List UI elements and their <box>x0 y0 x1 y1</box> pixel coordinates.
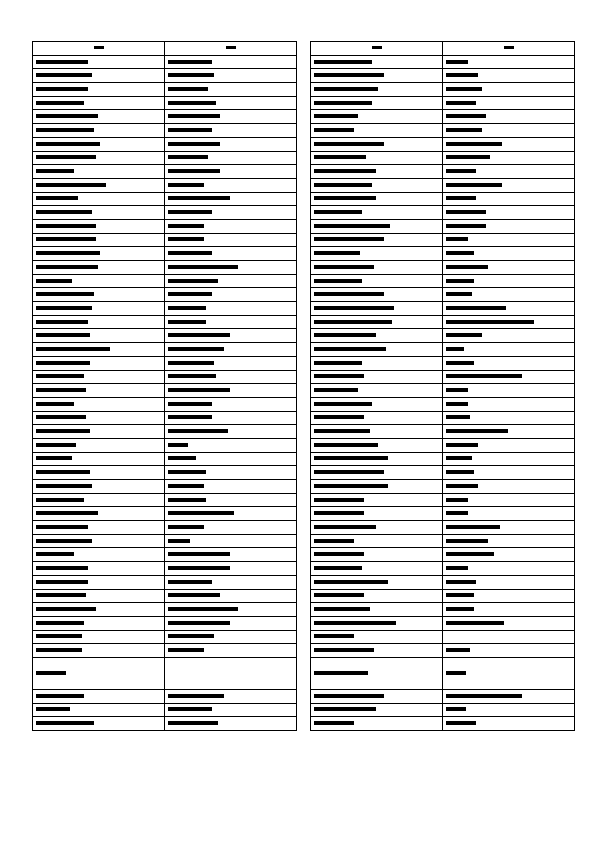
row-label-cell <box>33 343 165 357</box>
row-label-cell <box>33 507 165 521</box>
row-value-cell <box>165 603 297 617</box>
row-label-cell <box>33 69 165 83</box>
row-label-cell <box>33 480 165 494</box>
table-row <box>33 302 297 316</box>
table-row <box>311 411 575 425</box>
data-table-right <box>310 41 575 731</box>
row-value-cell <box>165 219 297 233</box>
row-value-cell <box>443 717 575 731</box>
row-label-cell <box>33 630 165 644</box>
row-value-cell <box>165 165 297 179</box>
row-label-cell <box>33 192 165 206</box>
row-label-cell <box>311 630 443 644</box>
row-value-cell <box>443 151 575 165</box>
table-row <box>33 644 297 658</box>
row-label-cell <box>33 83 165 97</box>
table-row <box>311 274 575 288</box>
table-row <box>311 96 575 110</box>
row-label-cell <box>311 247 443 261</box>
row-label-cell <box>33 124 165 138</box>
row-label-cell <box>33 247 165 261</box>
table-row <box>311 425 575 439</box>
row-label-cell <box>33 178 165 192</box>
header-cell <box>443 42 575 56</box>
row-value-cell <box>443 274 575 288</box>
table-row <box>33 703 297 717</box>
row-label-cell <box>33 151 165 165</box>
table-row <box>33 55 297 69</box>
row-value-cell <box>165 657 297 689</box>
row-label-cell <box>311 466 443 480</box>
row-label-cell <box>33 452 165 466</box>
row-label-cell <box>311 261 443 275</box>
row-value-cell <box>165 124 297 138</box>
row-label-cell <box>33 96 165 110</box>
row-value-cell <box>165 644 297 658</box>
row-label-cell <box>33 616 165 630</box>
row-value-cell <box>443 178 575 192</box>
header-cell <box>311 42 443 56</box>
row-label-cell <box>311 165 443 179</box>
row-label-cell <box>33 575 165 589</box>
row-value-cell <box>443 493 575 507</box>
row-value-cell <box>443 689 575 703</box>
table-row <box>33 507 297 521</box>
table-row <box>311 370 575 384</box>
row-value-cell <box>165 493 297 507</box>
row-label-cell <box>311 137 443 151</box>
row-label-cell <box>311 589 443 603</box>
row-label-cell <box>33 356 165 370</box>
row-value-cell <box>165 55 297 69</box>
table-row <box>33 96 297 110</box>
table-row <box>311 233 575 247</box>
row-label-cell <box>311 55 443 69</box>
row-value-cell <box>443 480 575 494</box>
table-row <box>311 151 575 165</box>
data-table-left <box>32 41 297 731</box>
row-label-cell <box>33 703 165 717</box>
row-value-cell <box>165 411 297 425</box>
row-value-cell <box>165 261 297 275</box>
row-label-cell <box>33 165 165 179</box>
row-label-cell <box>311 493 443 507</box>
table-row <box>33 562 297 576</box>
table-row <box>311 644 575 658</box>
row-label-cell <box>311 356 443 370</box>
table-row <box>33 192 297 206</box>
row-value-cell <box>443 302 575 316</box>
row-value-cell <box>165 438 297 452</box>
row-value-cell <box>165 616 297 630</box>
row-value-cell <box>443 192 575 206</box>
row-value-cell <box>443 206 575 220</box>
row-label-cell <box>311 69 443 83</box>
row-value-cell <box>443 370 575 384</box>
table-row <box>33 315 297 329</box>
table-row <box>311 616 575 630</box>
table-row <box>311 657 575 689</box>
row-value-cell <box>443 233 575 247</box>
row-label-cell <box>311 110 443 124</box>
table-row <box>311 288 575 302</box>
table-row <box>33 689 297 703</box>
row-label-cell <box>33 315 165 329</box>
row-label-cell <box>33 288 165 302</box>
table-row <box>311 124 575 138</box>
row-label-cell <box>33 206 165 220</box>
row-value-cell <box>165 110 297 124</box>
table-row <box>311 329 575 343</box>
row-value-cell <box>165 206 297 220</box>
table-row <box>33 630 297 644</box>
table-row <box>311 521 575 535</box>
table-row <box>33 548 297 562</box>
table-row <box>33 438 297 452</box>
row-label-cell <box>311 302 443 316</box>
table-row <box>311 302 575 316</box>
table-row <box>311 717 575 731</box>
table-row <box>33 356 297 370</box>
row-label-cell <box>311 521 443 535</box>
row-label-cell <box>33 233 165 247</box>
table-header-row <box>33 42 297 56</box>
row-value-cell <box>443 703 575 717</box>
row-label-cell <box>33 55 165 69</box>
header-cell <box>165 42 297 56</box>
row-value-cell <box>165 507 297 521</box>
table-row <box>311 493 575 507</box>
table-row <box>311 55 575 69</box>
table-row <box>33 480 297 494</box>
row-value-cell <box>443 603 575 617</box>
row-label-cell <box>311 534 443 548</box>
row-label-cell <box>311 616 443 630</box>
table-row <box>33 261 297 275</box>
row-label-cell <box>33 644 165 658</box>
row-label-cell <box>33 534 165 548</box>
table-row <box>311 689 575 703</box>
table-row <box>33 616 297 630</box>
table-row <box>311 562 575 576</box>
row-value-cell <box>443 343 575 357</box>
row-value-cell <box>443 384 575 398</box>
row-value-cell <box>165 343 297 357</box>
table-row <box>33 521 297 535</box>
row-label-cell <box>311 178 443 192</box>
row-value-cell <box>443 83 575 97</box>
row-value-cell <box>443 630 575 644</box>
table-row <box>33 124 297 138</box>
table-row <box>33 288 297 302</box>
row-label-cell <box>33 274 165 288</box>
table-row <box>33 575 297 589</box>
row-label-cell <box>311 206 443 220</box>
row-label-cell <box>311 219 443 233</box>
row-label-cell <box>33 548 165 562</box>
table-header-row <box>311 42 575 56</box>
row-label-cell <box>311 233 443 247</box>
row-value-cell <box>443 261 575 275</box>
table-row <box>33 69 297 83</box>
row-value-cell <box>165 425 297 439</box>
table-row <box>311 247 575 261</box>
row-label-cell <box>311 83 443 97</box>
table-row <box>311 219 575 233</box>
row-label-cell <box>33 589 165 603</box>
table-row <box>33 274 297 288</box>
table-row <box>33 110 297 124</box>
row-label-cell <box>33 521 165 535</box>
table-row <box>33 370 297 384</box>
table-row <box>33 165 297 179</box>
row-value-cell <box>443 165 575 179</box>
row-value-cell <box>165 192 297 206</box>
row-label-cell <box>33 466 165 480</box>
row-value-cell <box>165 630 297 644</box>
table-row <box>311 83 575 97</box>
row-value-cell <box>165 562 297 576</box>
row-label-cell <box>33 137 165 151</box>
table-row <box>311 507 575 521</box>
row-label-cell <box>311 452 443 466</box>
row-value-cell <box>443 397 575 411</box>
table-row <box>33 233 297 247</box>
table-row <box>311 480 575 494</box>
table-row <box>33 83 297 97</box>
table-row <box>311 575 575 589</box>
row-value-cell <box>165 466 297 480</box>
row-value-cell <box>165 247 297 261</box>
row-value-cell <box>165 151 297 165</box>
row-value-cell <box>165 288 297 302</box>
row-value-cell <box>443 124 575 138</box>
row-label-cell <box>33 657 165 689</box>
table-row <box>311 452 575 466</box>
row-value-cell <box>165 370 297 384</box>
row-label-cell <box>311 548 443 562</box>
table-row <box>311 589 575 603</box>
table-row <box>311 397 575 411</box>
table-row <box>311 534 575 548</box>
row-value-cell <box>443 329 575 343</box>
row-value-cell <box>443 548 575 562</box>
row-value-cell <box>443 356 575 370</box>
row-value-cell <box>165 356 297 370</box>
row-label-cell <box>311 438 443 452</box>
row-value-cell <box>443 288 575 302</box>
row-label-cell <box>311 562 443 576</box>
row-value-cell <box>443 644 575 658</box>
row-label-cell <box>311 329 443 343</box>
row-value-cell <box>165 384 297 398</box>
row-label-cell <box>311 411 443 425</box>
row-value-cell <box>443 137 575 151</box>
table-row <box>33 589 297 603</box>
table-row <box>311 192 575 206</box>
header-cell <box>33 42 165 56</box>
table-row <box>33 397 297 411</box>
row-value-cell <box>165 137 297 151</box>
row-label-cell <box>33 493 165 507</box>
row-label-cell <box>311 703 443 717</box>
table-row <box>311 438 575 452</box>
table-row <box>33 219 297 233</box>
row-value-cell <box>443 589 575 603</box>
row-value-cell <box>165 233 297 247</box>
row-value-cell <box>165 397 297 411</box>
row-value-cell <box>443 562 575 576</box>
table-row <box>311 703 575 717</box>
table-row <box>311 356 575 370</box>
row-label-cell <box>33 261 165 275</box>
row-value-cell <box>165 703 297 717</box>
table-row <box>311 137 575 151</box>
row-value-cell <box>443 110 575 124</box>
row-label-cell <box>311 480 443 494</box>
table-row <box>33 247 297 261</box>
row-value-cell <box>165 689 297 703</box>
row-value-cell <box>165 83 297 97</box>
row-value-cell <box>443 425 575 439</box>
row-value-cell <box>165 548 297 562</box>
row-label-cell <box>311 96 443 110</box>
table-row <box>33 452 297 466</box>
row-label-cell <box>33 110 165 124</box>
row-label-cell <box>311 124 443 138</box>
row-label-cell <box>311 507 443 521</box>
row-label-cell <box>33 219 165 233</box>
row-value-cell <box>443 452 575 466</box>
table-row <box>33 178 297 192</box>
row-value-cell <box>165 480 297 494</box>
row-value-cell <box>443 315 575 329</box>
row-label-cell <box>311 315 443 329</box>
row-label-cell <box>311 425 443 439</box>
row-label-cell <box>311 644 443 658</box>
row-value-cell <box>443 411 575 425</box>
table-row <box>33 151 297 165</box>
row-label-cell <box>311 151 443 165</box>
table-row <box>311 630 575 644</box>
row-label-cell <box>33 438 165 452</box>
row-value-cell <box>443 521 575 535</box>
row-label-cell <box>33 562 165 576</box>
table-row <box>33 137 297 151</box>
row-value-cell <box>443 219 575 233</box>
table-row <box>311 343 575 357</box>
row-label-cell <box>311 370 443 384</box>
table-row <box>33 603 297 617</box>
table-row <box>311 165 575 179</box>
table-row <box>33 206 297 220</box>
table-row <box>33 329 297 343</box>
table-row <box>33 534 297 548</box>
row-label-cell <box>33 425 165 439</box>
row-label-cell <box>33 370 165 384</box>
table-row <box>311 69 575 83</box>
table-row <box>33 657 297 689</box>
row-label-cell <box>311 397 443 411</box>
row-value-cell <box>443 534 575 548</box>
row-label-cell <box>311 274 443 288</box>
row-value-cell <box>165 315 297 329</box>
row-value-cell <box>165 96 297 110</box>
row-label-cell <box>311 575 443 589</box>
row-label-cell <box>311 192 443 206</box>
table-row <box>311 384 575 398</box>
row-value-cell <box>165 717 297 731</box>
row-label-cell <box>33 411 165 425</box>
row-label-cell <box>33 603 165 617</box>
row-value-cell <box>165 534 297 548</box>
table-row <box>311 206 575 220</box>
row-label-cell <box>33 302 165 316</box>
row-label-cell <box>311 603 443 617</box>
row-label-cell <box>311 343 443 357</box>
table-row <box>311 603 575 617</box>
row-value-cell <box>443 616 575 630</box>
table-row <box>311 261 575 275</box>
row-value-cell <box>443 247 575 261</box>
table-row <box>311 548 575 562</box>
table-row <box>311 178 575 192</box>
row-label-cell <box>311 689 443 703</box>
table-row <box>311 315 575 329</box>
row-value-cell <box>165 69 297 83</box>
table-row <box>33 343 297 357</box>
table-row <box>33 425 297 439</box>
table-row <box>33 466 297 480</box>
row-value-cell <box>165 302 297 316</box>
row-value-cell <box>165 521 297 535</box>
table-row <box>311 110 575 124</box>
row-label-cell <box>33 384 165 398</box>
row-label-cell <box>311 657 443 689</box>
table-row <box>33 717 297 731</box>
row-label-cell <box>33 689 165 703</box>
row-label-cell <box>311 384 443 398</box>
row-label-cell <box>311 288 443 302</box>
table-row <box>33 384 297 398</box>
row-value-cell <box>165 329 297 343</box>
row-value-cell <box>165 575 297 589</box>
table-row <box>33 411 297 425</box>
row-value-cell <box>165 274 297 288</box>
table-row <box>33 493 297 507</box>
row-value-cell <box>443 507 575 521</box>
row-value-cell <box>443 438 575 452</box>
row-value-cell <box>165 452 297 466</box>
row-label-cell <box>311 717 443 731</box>
row-value-cell <box>165 178 297 192</box>
row-value-cell <box>443 466 575 480</box>
row-label-cell <box>33 397 165 411</box>
row-value-cell <box>443 69 575 83</box>
row-value-cell <box>165 589 297 603</box>
table-row <box>311 466 575 480</box>
row-value-cell <box>443 55 575 69</box>
row-value-cell <box>443 96 575 110</box>
row-label-cell <box>33 717 165 731</box>
row-value-cell <box>443 575 575 589</box>
row-label-cell <box>33 329 165 343</box>
row-value-cell <box>443 657 575 689</box>
